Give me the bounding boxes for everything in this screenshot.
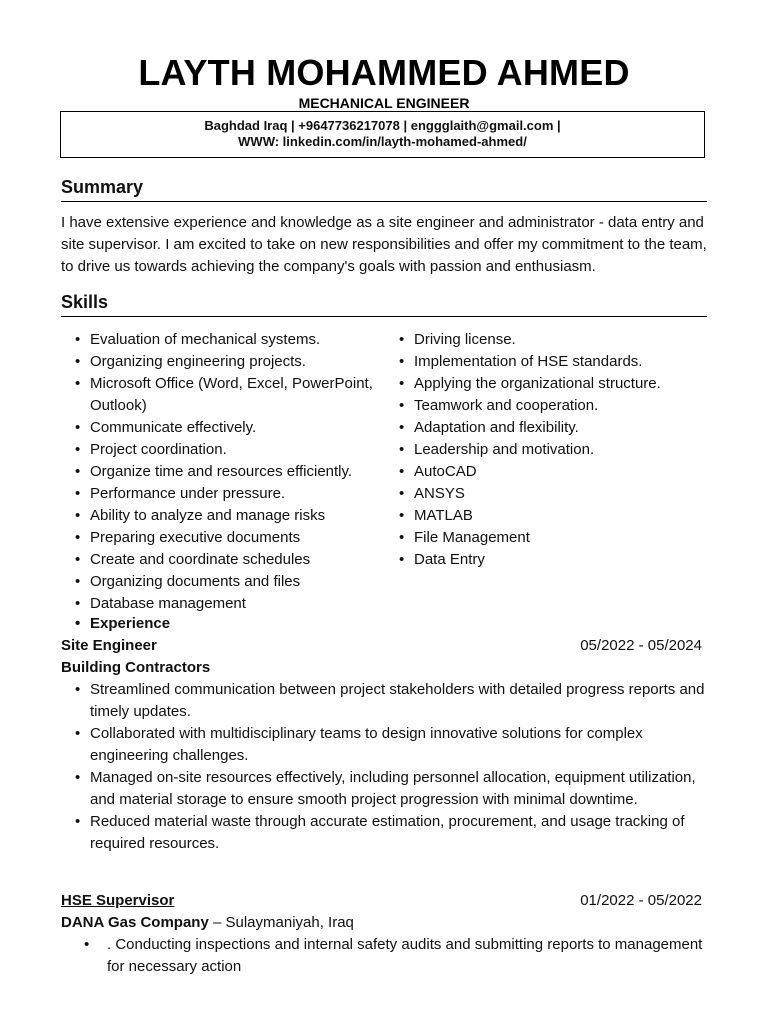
summary-text: I have extensive experience and knowledge as a site engineer and administrator - data entry and site supervisor. I am excited to take on new responsibilities and offer my commitment to the team, to drive us towards achieving the company's goals with passion and enthusiasm. (61, 214, 707, 275)
skill-item: • Teamwork and cooperation. (385, 395, 715, 417)
experience-heading: • Experience (61, 613, 170, 635)
skill-item: • Create and coordinate schedules (61, 549, 391, 571)
skill-item: • Performance under pressure. (61, 483, 391, 505)
job-dates: 05/2022 - 05/2024 (580, 637, 702, 654)
skill-item: • Organize time and resources efficiently. (61, 461, 391, 483)
skill-item: • Evaluation of mechanical systems. (61, 329, 391, 351)
contact-line-2: WWW: linkedin.com/in/layth-mohamed-ahmed/ (238, 134, 527, 149)
job-location: – Sulaymaniyah, Iraq (208, 914, 354, 931)
skill-item: • Data Entry (385, 549, 715, 571)
skill-item: • Database management (61, 593, 391, 615)
skill-item: • Ability to analyze and manage risks (61, 505, 391, 527)
job-bullet: • . Conducting inspections and internal safety audits and submitting reports to management for necessary action (61, 934, 711, 978)
job-bullet: • Streamlined communication between project stakeholders with detailed progress reports and timely updates. (61, 679, 711, 723)
skill-item: • Leadership and motivation. (385, 439, 715, 461)
skill-item: • ANSYS (385, 483, 715, 505)
contact-line-1: Baghdad Iraq | +9647736217078 | enggglaith@gmail.com | (204, 118, 561, 133)
job-bullet: • Collaborated with multidisciplinary teams to design innovative solutions for complex engineering challenges. (61, 723, 711, 767)
skill-item: • Implementation of HSE standards. (385, 351, 715, 373)
skills-list-left (61, 329, 391, 615)
job-company-line (61, 912, 354, 934)
skill-item: • Organizing documents and files (61, 571, 391, 593)
skill-item: • Driving license. (385, 329, 715, 351)
job-company: DANA Gas Company (61, 914, 209, 931)
skill-item: • MATLAB (385, 505, 715, 527)
job-title: HSE Supervisor (61, 892, 175, 909)
candidate-name: LAYTH MOHAMMED AHMED (138, 52, 630, 93)
skill-item: • Microsoft Office (Word, Excel, PowerPoint, Outlook) (61, 373, 391, 417)
skill-item: • Preparing executive documents (61, 527, 391, 549)
candidate-role: MECHANICAL ENGINEER (298, 95, 470, 111)
job-bullets (61, 934, 711, 978)
skill-item: • Organizing engineering projects. (61, 351, 391, 373)
skills-heading: Skills (61, 292, 707, 317)
skill-item: • AutoCAD (385, 461, 715, 483)
contact-box (60, 111, 705, 158)
skill-item: • Adaptation and flexibility. (385, 417, 715, 439)
skill-item: • Project coordination. (61, 439, 391, 461)
job-company: Building Contractors (61, 659, 211, 676)
job-dates: 01/2022 - 05/2022 (580, 892, 702, 909)
skills-list-right (385, 329, 715, 571)
job-title: Site Engineer (61, 637, 157, 654)
job-bullets (61, 679, 711, 855)
skill-item: • Communicate effectively. (61, 417, 391, 439)
skill-item: • Applying the organizational structure. (385, 373, 715, 395)
job-bullet: • Managed on-site resources effectively, including personnel allocation, equipment utilization, and material storage to ensure smooth project progression with minimal downtime. (61, 767, 711, 811)
job-bullet: • Reduced material waste through accurate estimation, procurement, and usage tracking of required resources. (61, 811, 711, 855)
summary-heading: Summary (61, 177, 707, 202)
skill-item: • File Management (385, 527, 715, 549)
